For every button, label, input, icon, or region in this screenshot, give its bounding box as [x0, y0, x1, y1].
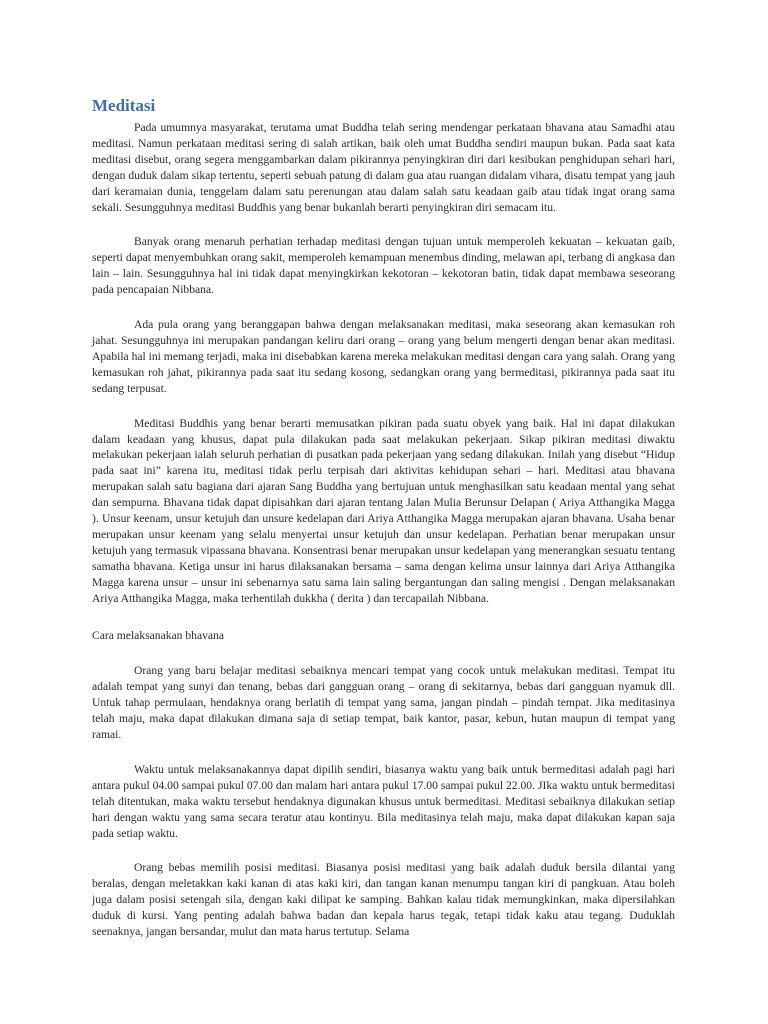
- page-title: Meditasi: [92, 96, 156, 115]
- paragraph: Pada umumnya masyarakat, terutama umat Buddha telah sering mendengar perkataan bhavana atau Samadhi atau meditasi. Namun perkataan meditasi sering di salah artikan, baik oleh umat Buddha sendiri maupun bukan. Pada saat kata meditasi disebut, orang segera menggambarkan dalam pikirannya penyingkiran diri dari kesibukan penghidupan sehari hari, dengan duduk dalam sikap tertentu, seperti sebuah patung di dalam gua atau ruangan didalam vihara, disatu tempat yang jauh dari keramaian dunia, tenggelam dalam satu perenungan atau dalam salah satu keadaan gaib atau tidak ingat orang sama sekali. Sesungguhnya meditasi Buddhis yang benar bukanlah berarti penyingkiran diri semacam itu.: [92, 121, 675, 214]
- paragraph: Orang bebas memilih posisi meditasi. Biasanya posisi meditasi yang baik adalah duduk bersila dilantai yang beralas, dengan meletakkan kaki kanan di atas kaki kiri, dan tangan kanan menumpu tangan kiri di pangkuan. Atau boleh juga dalam posisi setengah sila, dengan kaki dilipat ke samping. Bahkan kalau tidak memungkinkan, maka dipersilahkan duduk di kursi. Yang penting adalah bahwa badan dan kepala harus tegak, tetapi tidak kaku atau tegang. Duduklah seenaknya, jangan bersandar, mulut dan mata harus tertutup. Selama: [92, 861, 675, 939]
- paragraph: Waktu untuk melaksanakannya dapat dipilih sendiri, biasanya waktu yang baik untuk bermeditasi adalah pagi hari antara pukul 04.00 sampai pukul 07.00 dan malam hari antara pukul 17.00 sampai pukul 22.00. JIka waktu untuk bermeditasi telah ditentukan, maka waktu tersebut hendaknya digunakan khusus untuk bermeditasi. Meditasi sebaiknya dilakukan setiap hari dengan waktu yang sama secara teratur atau kontinyu. Bila meditasinya telah maju, maka dapat dilakukan kapan saja pada setiap waktu.: [92, 762, 675, 840]
- paragraph: Meditasi Buddhis yang benar berarti memusatkan pikiran pada suatu obyek yang baik. Hal ini dapat dilakukan dalam keadaan yang khusus, dapat pula dilakukan pada saat melakukan pekerjaan. Sikap pikiran meditasi diwaktu melakukan pekerjaan ialah seluruh perhatian di pusatkan pada pekerjaan yang sedang dilakukan. Inilah yang disebut “Hidup pada saat ini” karena itu, meditasi tidak perlu terpisah dari aktivitas kehidupan sehari – hari. Meditasi atau bhavana merupakan salah satu bagiana dari ajaran Sang Buddha yang bertujuan untuk menghasilkan satu keadaan mental yang sehat dan sempurna. Bhavana tidak dapat dipisahkan dari ajaran tentang Jalan Mulia Berunsur Delapan ( Ariya Atthangika Magga ). Unsur keenam, unsur ketujuh dan unsure kedelapan dari Ariya Atthangika Magga merupakan ajaran bhavana. Usaha benar merupakan unsur keenam yang selalu menyertai unsur ketujuh dan unsur kedelapan. Perhatian benar merupakan unsur ketujuh yang termasuk vipassana bhavana. Konsentrasi benar merupakan unsur kedelapan yang menerangkan sesuatu tentang samatha bhavana. Ketiga unsur ini harus dilaksanakan bersama – sama dengan kelima unsur lainnya dari Ariya Atthangika Magga karena unsur – unsur ini sebenarnya satu sama lain saling bergantungan dan saling mengisi . Dengan melaksanakan Ariya Atthangika Magga, maka terhentilah dukkha ( derita ) dan tercapailah Nibbana.: [92, 416, 675, 605]
- paragraph: Orang yang baru belajar meditasi sebaiknya mencari tempat yang cocok untuk melakukan meditasi. Tempat itu adalah tempat yang sunyi dan tenang, bebas dari gangguan orang – orang di sekitarnya, bebas dari gangguan nyamuk dll. Untuk tahap permulaan, hendaknya orang berlatih di tempat yang sama, jangan pindah – pindah tempat. Jika meditasinya telah maju, maka dapat dilakukan dimana saja di setiap tempat, baik kantor, pasar, kebun, hutan maupun di tempat yang ramai.: [92, 664, 675, 741]
- paragraph: Banyak orang menaruh perhatian terhadap meditasi dengan tujuan untuk memperoleh kekuatan – kekuatan gaib, seperti dapat menyembuhkan orang sakit, memperoleh kemampuan menembus dinding, melawan api, terbang di angkasa dan lain – lain. Sesungguhnya hal ini tidak dapat menyingkirkan kekotoran – kekotoran batin, tidak dapat membawa seseorang pada pencapaian Nibbana.: [92, 235, 675, 297]
- document-body: [92, 96, 675, 959]
- paragraph: Ada pula orang yang beranggapan bahwa dengan melaksanakan meditasi, maka seseorang akan kemasukan roh jahat. Sesungguhnya ini merupakan pandangan keliru dari orang – orang yang belum mengerti dengan benar akan meditasi. Apabila hal ini memang terjadi, maka ini disebabkan karena mereka melakukan meditasi dengan cara yang salah. Orang yang kemasukan roh jahat, pikirannya pada saat itu sedang kosong, sedangkan orang yang bermeditasi, pikirannya pada saat itu sedang terpusat.: [92, 318, 676, 395]
- section-heading: Cara melaksanakan bhavana: [92, 629, 224, 643]
